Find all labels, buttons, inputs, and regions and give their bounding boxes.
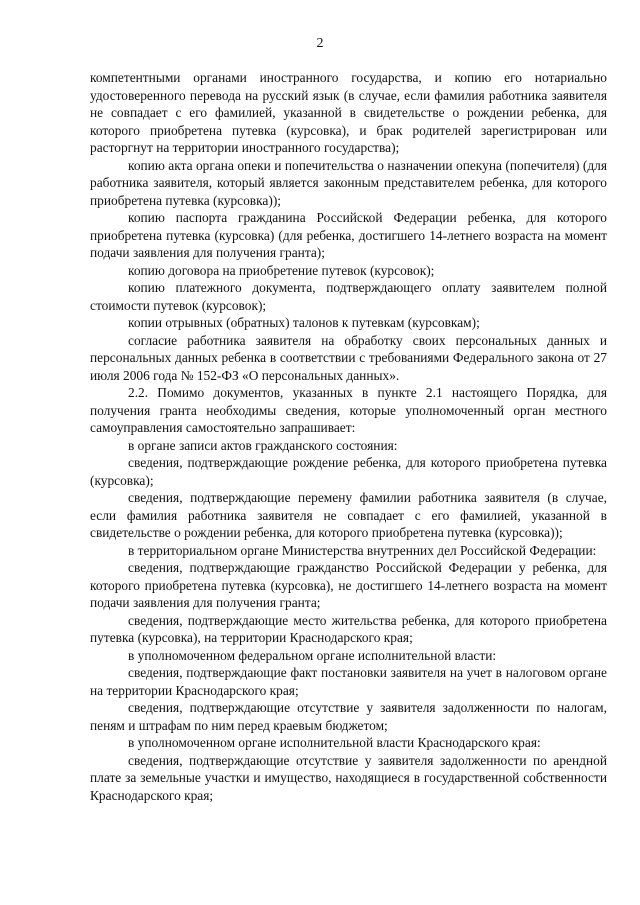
paragraph: сведения, подтверждающие перемену фамилии работника заявителя (в случае, если фамилия работника заявителя не совпадает с его фамилией, указанной в свидетельстве о рождении ребенка, для которого приобретена путевка (курсовка)); xyxy=(90,490,607,540)
paragraph: в органе записи актов гражданского состояния: xyxy=(128,437,398,453)
paragraph: сведения, подтверждающие факт постановки заявителя на учет в налоговом органе на территории Краснодарского края; xyxy=(90,665,607,698)
paragraph: согласие работника заявителя на обработку своих персональных данных и персональных данных ребенка в соответствии с требованиями Федерального закона от 27 июля 2006 года № 152-ФЗ «О персональных данных». xyxy=(90,332,607,383)
paragraph: копию паспорта гражданина Российской Федерации ребенка, для которого приобретена путевка (курсовка) (для ребенка, достигшего 14-летнего возраста на момент подачи заявления для получения гранта); xyxy=(90,210,607,260)
paragraph: 2.2. Помимо документов, указанных в пункте 2.1 настоящего Порядка, для получения гранта необходимы сведения, которые уполномоченный орган местного самоуправления самостоятельно запрашивает: xyxy=(90,385,607,435)
paragraph: в уполномоченном федеральном органе исполнительной власти: xyxy=(128,647,497,663)
paragraph: копии отрывных (обратных) талонов к путевкам (курсовкам); xyxy=(128,315,480,330)
paragraph: копию платежного документа, подтверждающего оплату заявителем полной стоимости путевок (курсовок); xyxy=(90,280,607,313)
paragraph: сведения, подтверждающие отсутствие у заявителя задолженности по налогам, пеням и штрафам по ним перед краевым бюджетом; xyxy=(90,700,607,733)
paragraph: копию акта органа опеки и попечительства о назначении опекуна (попечителя) (для работника заявителя, который является законным представителем ребенка, для которого приобретена путевка (курсовка)); xyxy=(90,157,607,208)
document-body xyxy=(90,69,607,804)
paragraph: в уполномоченном органе исполнительной власти Краснодарского края: xyxy=(128,735,541,750)
paragraph: сведения, подтверждающие отсутствие у заявителя задолженности по арендной плате за земельные участки и имущество, находящиеся в государственной собственности Краснодарского края; xyxy=(90,752,607,803)
paragraph: сведения, подтверждающие место жительства ребенка, для которого приобретена путевка (курсовка), на территории Краснодарского края; xyxy=(90,612,607,645)
paragraph: сведения, подтверждающие гражданство Российской Федерации у ребенка, для которого приобретена путевка (курсовка), не достигшего 14-летнего возраста на момент подачи заявления для получения гранта; xyxy=(90,560,607,610)
paragraph: сведения, подтверждающие рождение ребенка, для которого приобретена путевка (курсовка); xyxy=(90,455,607,488)
paragraph: в территориальном органе Министерства внутренних дел Российской Федерации: xyxy=(128,542,597,558)
page-number: 2 xyxy=(316,36,324,51)
paragraph: копию договора на приобретение путевок (курсовок); xyxy=(128,262,435,278)
paragraph: компетентными органами иностранного государства, и копию его нотариально удостоверенного перевода на русский язык (в случае, если фамилия работника заявителя не совпадает с его фамилией, указанной в свидетельстве о рождении ребенка, для которого приобретена путевка (курсовка), и брак родителей зарегистрирован или расторгнут на территории иностранного государства); xyxy=(90,70,607,155)
